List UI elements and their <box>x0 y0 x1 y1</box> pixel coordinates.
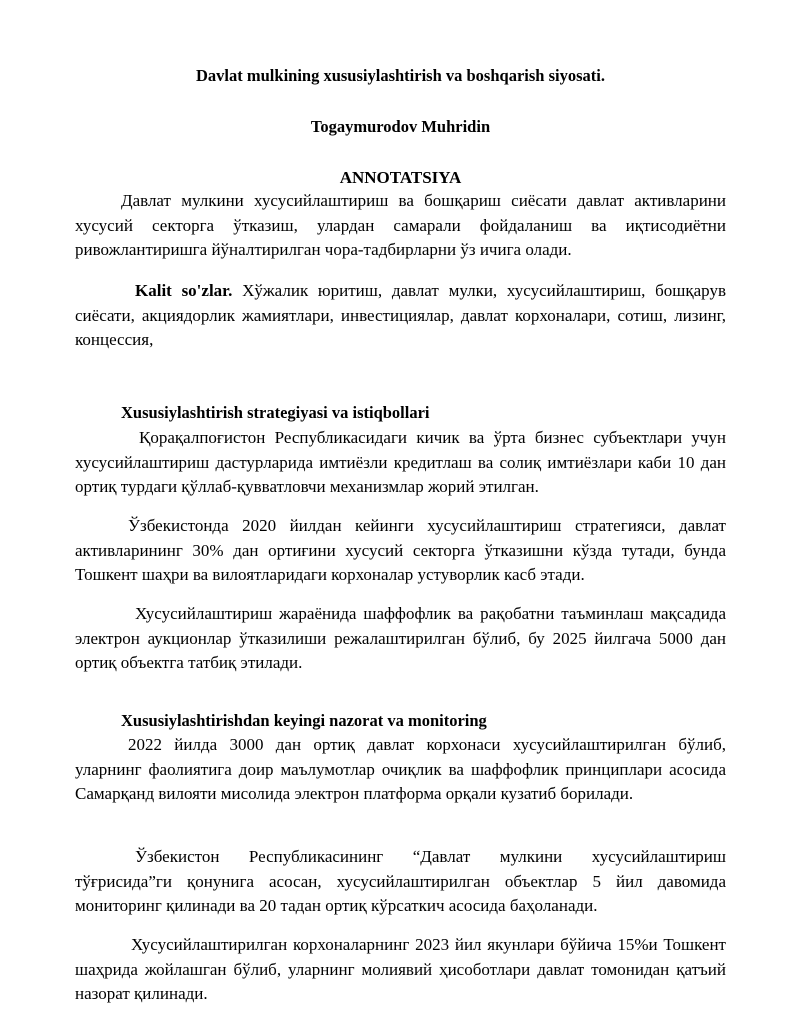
section1-paragraph-3: Хусусийлаштириш жараёнида шаффофлик ва рақобатни таъминлаш мақсадида электрон аукционлар ўтказилиши режалаштирилган бўлиб, бу 2025 йилгача 5000 дан ортиқ объектга татбиқ этилади. <box>75 604 726 672</box>
section1-paragraph-2: Ўзбекистонда 2020 йилдан кейинги хусусийлаштириш стратегияси, давлат активларининг 30% дан ортиғини хусусий секторга ўтказишни кўзда тутади, бунда Тошкент шаҳри ва вилоятларидаги корхоналар устуворлик касб этади. <box>75 516 726 584</box>
section2-paragraph-3: Хусусийлаштирилган корхоналарнинг 2023 йил якунлари бўйича 15%и Тошкент шаҳрида жойлашган бўлиб, уларнинг молиявий ҳисоботлари давлат томонидан қатъий назорат қилинади. <box>75 935 726 1003</box>
section2-paragraph-1: 2022 йилда 3000 дан ортиқ давлат корхонаси хусусийлаштирилган бўлиб, уларнинг фаолиятига доир маълумотлар очиқлик ва шаффофлик принциплари асосида Самарқанд вилояти мисолида электрон платформа орқали кузатиб борилади. <box>75 735 726 803</box>
annotation-text: Давлат мулкини хусусийлаштириш ва бошқариш сиёсати давлат активларини хусусий секторга ўтказиш, улардан самарали фойдаланиш ва иқтисодиётни ривожлантиришга йўналтирилган чора-тадбирларни ўз ичига олади. <box>75 191 726 259</box>
section2-paragraph-2: Ўзбекистон Республикасининг “Давлат мулкини хусусийлаштириш тўғрисида”ги қонунига асосан, хусусийлаштирилган объектлар 5 йил давомида мониторинг қилинади ва 20 тадан ортиқ кўрсаткич асосида баҳоланади. <box>75 847 726 915</box>
annotation-heading: ANNOTATSIYA <box>339 168 462 187</box>
keywords-text: Хўжалик юритиш, давлат мулки, хусусийлаштириш, бошқарув сиёсати, акциядорлик жамиятлари, инвестициялар, давлат корхоналари, сотиш, лизинг, концессия, <box>75 281 726 349</box>
author-name: Togaymurodov Muhridin <box>310 117 491 136</box>
section1-heading: Xususiylashtirish strategiyasi va istiqbollari <box>121 403 430 422</box>
section2-heading: Xususiylashtirishdan keyingi nazorat va monitoring <box>121 711 487 730</box>
document-title: Davlat mulkining xususiylashtirish va boshqarish siyosati. <box>196 66 605 85</box>
section1-paragraph-1: Қорақалпоғистон Республикасидаги кичик ва ўрта бизнес субъектлари учун хусусийлаштириш дастурларида имтиёзли кредитлаш ва солиқ имтиёзлари каби 10 дан ортиқ турдаги қўллаб-қувватловчи механизмлар жорий этилган. <box>75 428 726 496</box>
keywords-paragraph <box>75 279 726 353</box>
keywords-label: Kalit so'zlar. <box>135 281 233 300</box>
